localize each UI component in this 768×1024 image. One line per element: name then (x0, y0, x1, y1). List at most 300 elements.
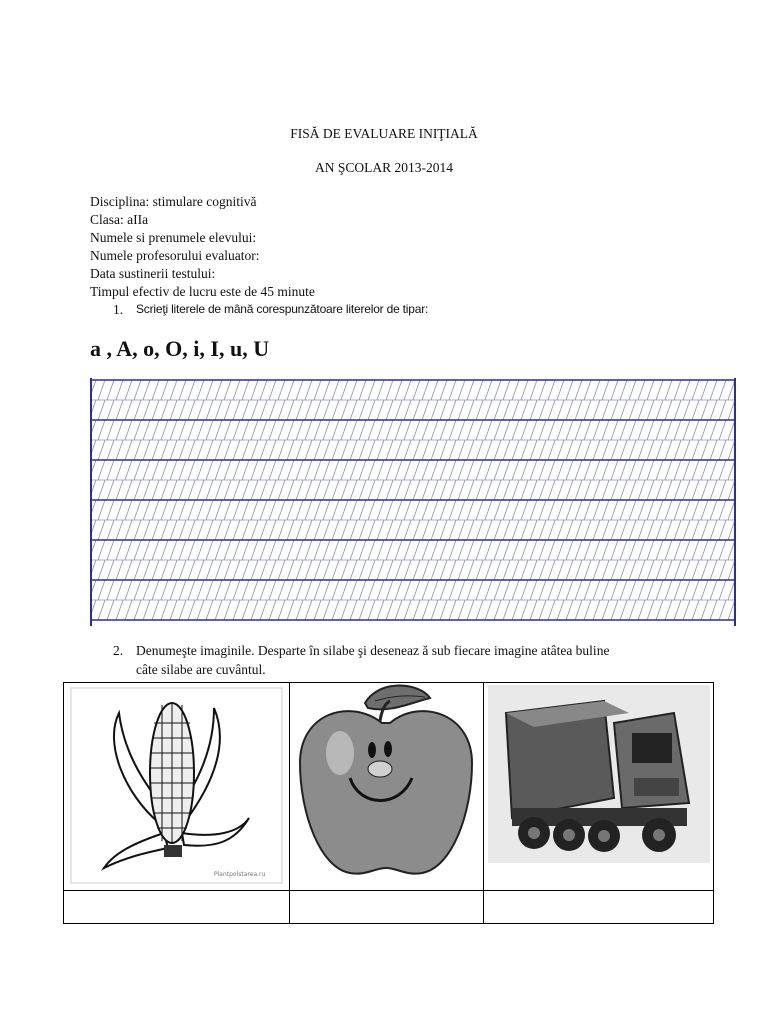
slant-line (647, 420, 654, 440)
slant-line (107, 420, 114, 440)
slant-line (620, 440, 627, 460)
slant-line (719, 540, 726, 560)
slant-line (665, 420, 672, 440)
slant-line (179, 400, 186, 420)
slant-line (134, 480, 141, 500)
slant-line (125, 380, 132, 400)
slant-line (494, 500, 501, 520)
question-1-text: Scrieţi literele de mână corespunzătoare literelor de tipar: (136, 302, 429, 316)
slant-line (377, 560, 384, 580)
slant-line (413, 480, 420, 500)
slant-line (692, 560, 699, 580)
slant-line (215, 480, 222, 500)
slant-line (386, 440, 393, 460)
slant-line (422, 540, 429, 560)
slant-line (656, 480, 663, 500)
slant-line (674, 480, 681, 500)
slant-line (665, 560, 672, 580)
slant-line (674, 400, 681, 420)
slant-line (242, 440, 249, 460)
slant-line (701, 580, 708, 600)
slant-line (647, 540, 654, 560)
slant-line (701, 500, 708, 520)
slant-line (377, 600, 384, 620)
slant-line (107, 460, 114, 480)
slant-line (152, 500, 159, 520)
slant-line (629, 520, 636, 540)
slant-line (395, 600, 402, 620)
slant-line (197, 560, 204, 580)
slant-line (161, 520, 168, 540)
slant-line (629, 420, 636, 440)
slant-line (287, 400, 294, 420)
slant-line (251, 580, 258, 600)
slant-line (296, 420, 303, 440)
slant-line (521, 480, 528, 500)
slant-line (107, 400, 114, 420)
slant-line (386, 460, 393, 480)
slant-line (107, 480, 114, 500)
slant-line (386, 540, 393, 560)
slant-line (422, 520, 429, 540)
slant-line (557, 560, 564, 580)
slant-line (368, 420, 375, 440)
slant-line (170, 420, 177, 440)
slant-line (269, 600, 276, 620)
slant-line (359, 500, 366, 520)
slant-line (656, 440, 663, 460)
slant-line (206, 520, 213, 540)
slant-line (656, 520, 663, 540)
slant-line (512, 420, 519, 440)
slant-line (683, 560, 690, 580)
slant-line (350, 540, 357, 560)
slant-line (377, 380, 384, 400)
slant-line (467, 400, 474, 420)
slant-line (431, 440, 438, 460)
slant-line (647, 460, 654, 480)
slant-line (116, 500, 123, 520)
slant-line (386, 520, 393, 540)
slant-line (332, 420, 339, 440)
slant-line (485, 580, 492, 600)
slant-line (278, 380, 285, 400)
slant-line (332, 600, 339, 620)
slant-line (143, 540, 150, 560)
slant-line (368, 460, 375, 480)
slant-line (431, 420, 438, 440)
slant-line (215, 500, 222, 520)
answer-cell-1[interactable] (64, 891, 290, 924)
slant-line (647, 440, 654, 460)
slant-line (647, 400, 654, 420)
slant-line (476, 500, 483, 520)
slant-line (242, 380, 249, 400)
slant-line (467, 440, 474, 460)
slant-line (575, 420, 582, 440)
slant-line (431, 400, 438, 420)
slant-line (323, 460, 330, 480)
slant-line (431, 580, 438, 600)
slant-line (386, 560, 393, 580)
slant-line (719, 380, 726, 400)
slant-line (548, 400, 555, 420)
slant-line (458, 440, 465, 460)
slant-line (116, 440, 123, 460)
slant-line (269, 460, 276, 480)
slant-line (107, 520, 114, 540)
slant-line (602, 380, 609, 400)
slant-line (125, 440, 132, 460)
slant-line (629, 480, 636, 500)
slant-line (710, 420, 717, 440)
slant-line (467, 580, 474, 600)
slant-line (566, 480, 573, 500)
slant-line (620, 500, 627, 520)
slant-line (584, 420, 591, 440)
answer-cell-2[interactable] (290, 891, 484, 924)
slant-line (143, 480, 150, 500)
slant-line (215, 420, 222, 440)
slant-line (260, 600, 267, 620)
slant-line (503, 580, 510, 600)
slant-line (197, 480, 204, 500)
slant-line (395, 440, 402, 460)
slant-line (512, 580, 519, 600)
slant-line (620, 520, 627, 540)
slant-line (575, 580, 582, 600)
slant-line (233, 420, 240, 440)
slant-line (287, 580, 294, 600)
slant-line (458, 380, 465, 400)
slant-line (233, 540, 240, 560)
slant-line (431, 380, 438, 400)
discipline-line: Disciplina: stimulare cognitivă (90, 194, 257, 209)
slant-line (530, 480, 537, 500)
slant-line (449, 600, 456, 620)
slant-line (98, 580, 105, 600)
slant-line (269, 580, 276, 600)
slant-line (521, 440, 528, 460)
slant-line (260, 560, 267, 580)
slant-line (413, 400, 420, 420)
slant-line (449, 380, 456, 400)
slant-line (566, 600, 573, 620)
slant-line (647, 580, 654, 600)
slant-line (98, 420, 105, 440)
slant-line (377, 500, 384, 520)
slant-line (98, 480, 105, 500)
slant-line (332, 540, 339, 560)
slant-line (287, 440, 294, 460)
slant-line (134, 600, 141, 620)
slant-line (323, 420, 330, 440)
slant-line (575, 400, 582, 420)
slant-line (314, 560, 321, 580)
slant-line (719, 600, 726, 620)
slant-line (224, 520, 231, 540)
slant-line (503, 540, 510, 560)
slant-line (395, 460, 402, 480)
slant-line (602, 600, 609, 620)
slant-line (107, 380, 114, 400)
slant-line (278, 600, 285, 620)
slant-line (260, 460, 267, 480)
slant-line (422, 460, 429, 480)
slant-line (521, 500, 528, 520)
slant-line (494, 560, 501, 580)
slant-line (449, 440, 456, 460)
slant-line (134, 460, 141, 480)
slant-line (467, 380, 474, 400)
slant-line (314, 400, 321, 420)
slant-line (692, 540, 699, 560)
slant-line (449, 560, 456, 580)
slant-line (116, 520, 123, 540)
slant-line (332, 380, 339, 400)
slant-line (206, 560, 213, 580)
slant-line (242, 600, 249, 620)
slant-line (458, 480, 465, 500)
slant-line (566, 400, 573, 420)
slant-line (683, 480, 690, 500)
slant-line (350, 560, 357, 580)
slant-line (440, 520, 447, 540)
slant-line (386, 500, 393, 520)
slant-line (611, 520, 618, 540)
slant-line (566, 580, 573, 600)
slant-line (296, 400, 303, 420)
slant-line (665, 460, 672, 480)
slant-line (152, 400, 159, 420)
slant-line (629, 560, 636, 580)
slant-line (548, 380, 555, 400)
slant-line (665, 400, 672, 420)
slant-line (728, 600, 735, 620)
slant-line (332, 520, 339, 540)
slant-line (395, 420, 402, 440)
slant-line (305, 480, 312, 500)
slant-line (701, 380, 708, 400)
slant-line (413, 600, 420, 620)
slant-line (170, 480, 177, 500)
slant-line (395, 520, 402, 540)
slant-line (575, 540, 582, 560)
slant-line (692, 500, 699, 520)
slant-line (665, 500, 672, 520)
slant-line (701, 520, 708, 540)
slant-line (341, 480, 348, 500)
slant-line (548, 560, 555, 580)
slant-line (260, 440, 267, 460)
slant-line (359, 560, 366, 580)
slant-line (404, 520, 411, 540)
slant-line (107, 560, 114, 580)
slant-line (341, 380, 348, 400)
answer-cell-3[interactable] (484, 891, 714, 924)
slant-line (296, 440, 303, 460)
slant-line (197, 380, 204, 400)
slant-line (260, 480, 267, 500)
slant-line (350, 420, 357, 440)
slant-line (440, 540, 447, 560)
slant-line (224, 420, 231, 440)
slant-line (656, 600, 663, 620)
slant-line (557, 520, 564, 540)
slant-line (161, 560, 168, 580)
slant-line (557, 500, 564, 520)
slant-line (602, 400, 609, 420)
slant-line (602, 520, 609, 540)
slant-line (539, 600, 546, 620)
slant-line (629, 500, 636, 520)
slant-line (575, 460, 582, 480)
slant-line (278, 440, 285, 460)
slant-line (98, 440, 105, 460)
slant-line (458, 460, 465, 480)
slant-line (116, 420, 123, 440)
slant-line (530, 580, 537, 600)
slant-line (314, 440, 321, 460)
slant-line (314, 380, 321, 400)
slant-line (476, 540, 483, 560)
slant-line (539, 460, 546, 480)
slant-line (116, 480, 123, 500)
slant-line (368, 560, 375, 580)
slant-line (701, 440, 708, 460)
slant-line (719, 400, 726, 420)
slant-line (134, 420, 141, 440)
slant-line (611, 540, 618, 560)
slant-line (206, 420, 213, 440)
slant-line (701, 460, 708, 480)
slant-line (629, 440, 636, 460)
slant-line (332, 400, 339, 420)
slant-line (431, 460, 438, 480)
slant-line (494, 400, 501, 420)
slant-line (350, 520, 357, 540)
slant-line (503, 380, 510, 400)
slant-line (719, 420, 726, 440)
slant-line (179, 520, 186, 540)
slant-line (674, 520, 681, 540)
slant-line (377, 440, 384, 460)
slant-line (710, 560, 717, 580)
slant-line (404, 400, 411, 420)
slant-line (269, 400, 276, 420)
slant-line (485, 540, 492, 560)
slant-line (530, 460, 537, 480)
slant-line (251, 600, 258, 620)
slant-line (278, 560, 285, 580)
slant-line (611, 400, 618, 420)
slant-line (584, 400, 591, 420)
teacher-name-line: Numele profesorului evaluator: (90, 248, 260, 263)
slant-line (143, 440, 150, 460)
slant-line (728, 380, 735, 400)
slant-line (593, 560, 600, 580)
slant-line (710, 580, 717, 600)
slant-line (494, 380, 501, 400)
slant-line (404, 560, 411, 580)
slant-line (125, 540, 132, 560)
slant-line (269, 480, 276, 500)
slant-line (278, 420, 285, 440)
slant-line (422, 600, 429, 620)
slant-line (269, 520, 276, 540)
slant-line (251, 520, 258, 540)
slant-line (692, 440, 699, 460)
slant-line (323, 580, 330, 600)
slant-line (413, 540, 420, 560)
slant-line (233, 560, 240, 580)
slant-line (422, 500, 429, 520)
slant-line (287, 480, 294, 500)
slant-line (314, 480, 321, 500)
apple-icon (290, 683, 483, 885)
slant-line (440, 600, 447, 620)
slant-line (557, 600, 564, 620)
slant-line (566, 560, 573, 580)
slant-line (260, 580, 267, 600)
slant-line (368, 520, 375, 540)
slant-line (710, 480, 717, 500)
slant-line (611, 440, 618, 460)
slant-line (674, 380, 681, 400)
slant-line (701, 480, 708, 500)
slant-line (305, 440, 312, 460)
slant-line (395, 540, 402, 560)
slant-line (143, 380, 150, 400)
slant-line (134, 440, 141, 460)
slant-line (305, 580, 312, 600)
slant-line (557, 540, 564, 560)
slant-line (134, 380, 141, 400)
slant-line (296, 380, 303, 400)
slant-line (449, 400, 456, 420)
slant-line (188, 420, 195, 440)
slant-line (467, 420, 474, 440)
slant-line (269, 540, 276, 560)
slant-line (404, 420, 411, 440)
slant-line (404, 540, 411, 560)
slant-line (683, 440, 690, 460)
slant-line (296, 560, 303, 580)
slant-line (125, 480, 132, 500)
slant-line (476, 480, 483, 500)
slant-line (575, 480, 582, 500)
slant-line (404, 480, 411, 500)
slant-line (512, 520, 519, 540)
slant-line (584, 540, 591, 560)
slant-line (710, 380, 717, 400)
slant-line (134, 500, 141, 520)
slant-line (224, 500, 231, 520)
slant-line (179, 420, 186, 440)
slant-line (593, 580, 600, 600)
slant-line (674, 460, 681, 480)
slant-line (224, 580, 231, 600)
slant-line (251, 420, 258, 440)
slant-line (548, 540, 555, 560)
slant-line (449, 480, 456, 500)
slant-line (287, 460, 294, 480)
slant-line (611, 480, 618, 500)
slant-line (692, 400, 699, 420)
slant-line (665, 480, 672, 500)
slant-line (575, 440, 582, 460)
slant-line (638, 540, 645, 560)
